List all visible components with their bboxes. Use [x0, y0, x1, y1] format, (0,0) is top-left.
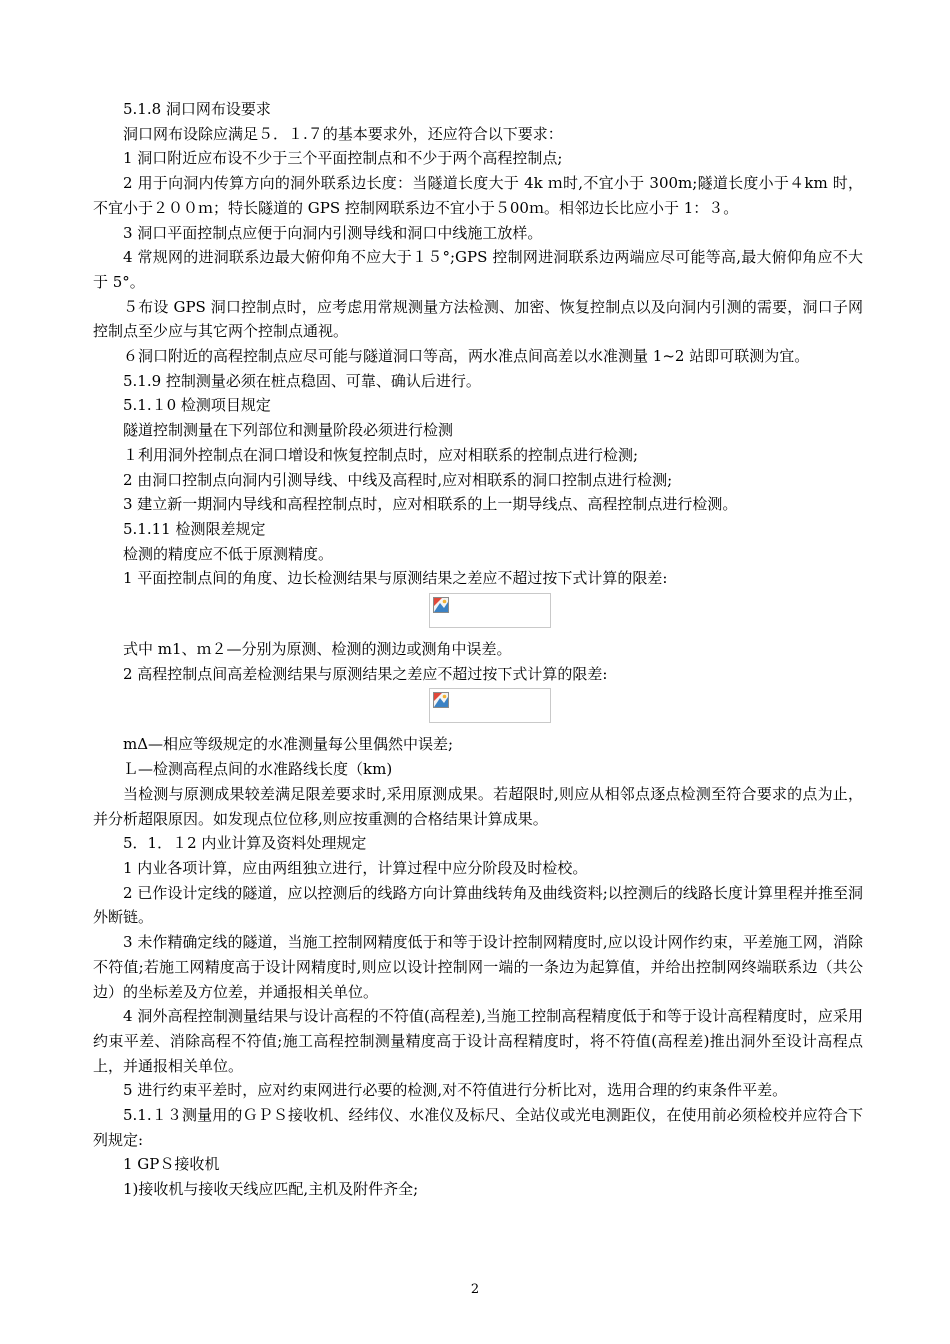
broken-image-icon	[433, 692, 449, 708]
paragraph: 4 常规网的进洞联系边最大俯仰角不应大于１５°;GPS 控制网进洞联系边两端应尽可能等高,最大俯仰角应不大于 5°。	[93, 248, 863, 291]
paragraph: 检测的精度应不低于原测精度。	[123, 544, 334, 563]
page-number: 2	[470, 1282, 480, 1297]
paragraph: 洞口网布设除应满足５．１.７的基本要求外，还应符合以下要求：	[123, 124, 563, 143]
formula-image	[93, 688, 863, 726]
paragraph: 1 平面控制点间的角度、边长检测结果与原测结果之差应不超过按下式计算的限差:	[123, 569, 668, 588]
paragraph: １利用洞外控制点在洞口增设和恢复控制点时，应对相联系的控制点进行检测;	[123, 445, 639, 464]
paragraph: 3 建立新一期洞内导线和高程控制点时，应对相联系的上一期导线点、高程控制点进行检测。	[123, 495, 738, 514]
paragraph: 1 洞口附近应布设不少于三个平面控制点和不少于两个高程控制点;	[123, 149, 563, 168]
paragraph: 4 洞外高程控制测量结果与设计高程的不符值(高程差),当施工控制高程精度低于和等于设计高程精度时，应采用约束平差、消除高程不符值;施工高程控制测量精度高于设计高程精度时，将不符值(高程差)推出洞外至设计高程点上，并通报相关单位。	[93, 1007, 863, 1075]
paragraph: 5 进行约束平差时，应对约束网进行必要的检测,对不符值进行分析比对，选用合理的约束条件平差。	[123, 1081, 788, 1100]
paragraph: 5.1.8 洞口网布设要求	[123, 100, 271, 118]
formula-image-placeholder	[429, 688, 551, 723]
paragraph: 2 已作设计定线的隧道，应以控测后的线路方向计算曲线转角及曲线资料;以控测后的线路长度计算里程并推至洞外断链。	[93, 883, 863, 927]
paragraph: 隧道控制测量在下列部位和测量阶段必须进行检测	[123, 421, 454, 440]
paragraph: 2 高程控制点间高差检测结果与原测结果之差应不超过按下式计算的限差:	[123, 664, 608, 683]
paragraph: ６洞口附近的高程控制点应尽可能与隧道洞口等高，两水准点间高差以水准测量 1~2 站即可联测为宜。	[123, 347, 810, 366]
paragraph: 5.1.１0 检测项目规定	[123, 396, 271, 415]
paragraph: 5．1．１2 内业计算及资料处理规定	[123, 834, 367, 853]
document-body	[93, 97, 863, 1202]
paragraph: 5.1.9 控制测量必须在桩点稳固、可靠、确认后进行。	[123, 371, 481, 390]
paragraph: 3 洞口平面控制点应便于向洞内引测导线和洞口中线施工放样。	[123, 223, 543, 242]
paragraph: ５布设 GPS 洞口控制点时，应考虑用常规测量方法检测、加密、恢复控制点以及向洞内引测的需要，洞口子网控制点至少应与其它两个控制点通视。	[93, 297, 863, 341]
broken-image-icon	[433, 597, 449, 613]
paragraph: Ｌ—检测高程点间的水准路线长度（km)	[123, 760, 393, 779]
formula-image-placeholder	[429, 593, 551, 628]
paragraph: 3 未作精确定线的隧道，当施工控制网精度低于和等于设计控制网精度时,应以设计网作约束，平差施工网，消除不符值;若施工网精度高于设计网精度时,则应以设计控制网一端的一条边为起算值，并给出控制网终端联系边（共公边）的坐标差及方位差，并通报相关单位。	[93, 933, 863, 1001]
paragraph: 当检测与原测成果较差满足限差要求时,采用原测成果。若超限时,则应从相邻点逐点检测至符合要求的点为止，并分析超限原因。如发现点位位移,则应按重测的合格结果计算成果。	[93, 784, 863, 828]
paragraph: mΔ—相应等级规定的水准测量每公里偶然中误差;	[123, 735, 454, 754]
formula-image	[93, 593, 863, 631]
paragraph: 2 用于向洞内传算方向的洞外联系边长度：当隧道长度大于 4k ｍ时,不宜小于 300m;隧道长度小于４km 时，不宜小于２００ｍ；特长隧道的 GPS 控制网联系边不宜小于５00ｍ。相邻边长比应小于 1：３。	[93, 174, 863, 217]
paragraph: 式中 m1、ｍ２—分别为原测、检测的测边或测角中误差。	[123, 640, 512, 659]
paragraph: 5.1.11 检测限差规定	[123, 519, 266, 538]
paragraph: 1)接收机与接收天线应匹配,主机及附件齐全;	[123, 1180, 419, 1199]
paragraph: 5.1.１３测量用的ＧＰＳ接收机、经纬仪、水准仪及标尺、全站仪或光电测距仪，在使用前必须检校并应符合下列规定:	[93, 1106, 863, 1149]
paragraph: 2 由洞口控制点向洞内引测导线、中线及高程时,应对相联系的洞口控制点进行检测;	[123, 470, 673, 489]
paragraph: 1 内业各项计算，应由两组独立进行，计算过程中应分阶段及时检校。	[123, 858, 588, 877]
paragraph: 1 GPＳ接收机	[123, 1155, 220, 1174]
